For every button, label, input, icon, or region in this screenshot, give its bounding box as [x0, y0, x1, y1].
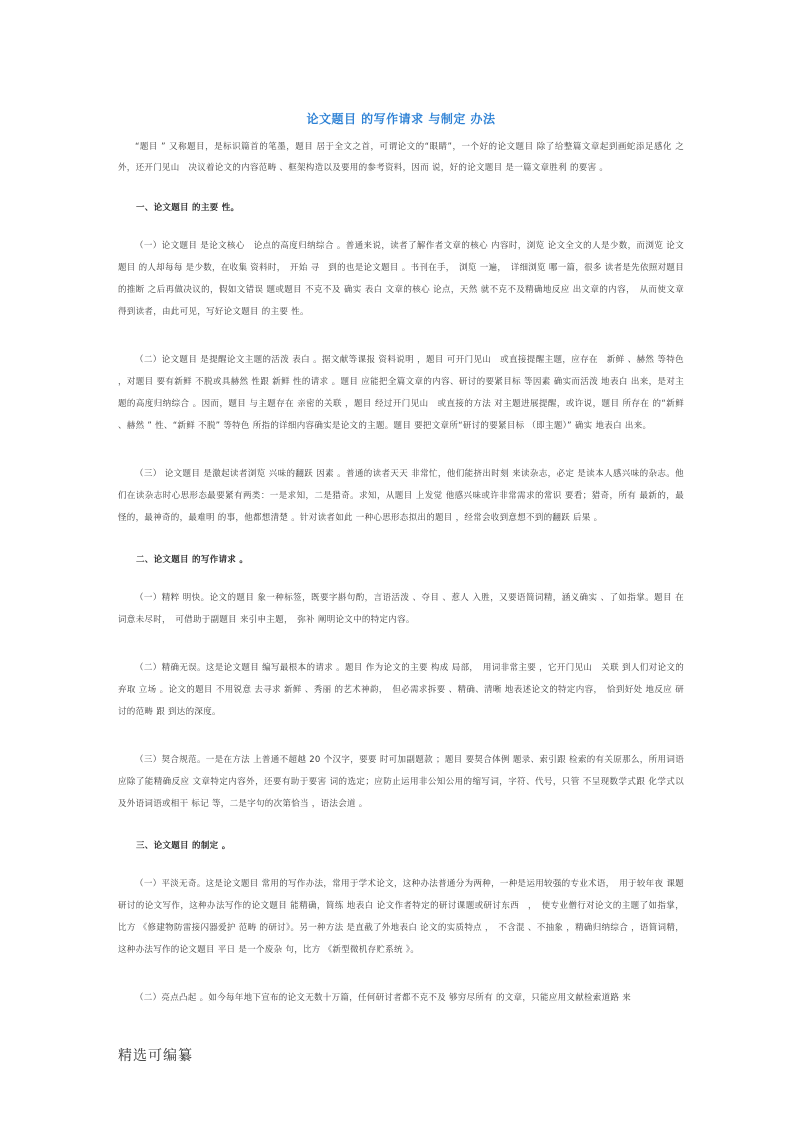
section-heading: 一、论文题目 的主要 性。 [136, 203, 240, 213]
body-paragraph: （三） 论文题目 是激起读者浏览 兴味的翻跃 因素 。普通的读者天天 非常忙，他们能挤出时刻 来读杂志，必定 是读本人感兴味的杂志。他们在读杂志时心思形态最要紧有两类：一是求知，二是猎奇。求知，从题目 上发觉 他感兴味或许非常需求的常识 要看；猎奇，所有 最新的，最怪的，最神奇的，最难明 的事，他都想清楚 。针对读者如此 一种心思形态拟出的题目 ，经常会收到意想不到的翻跃 后果 。 [118, 469, 684, 523]
section-heading: 三、论文题目 的制定 。 [136, 841, 231, 851]
body-paragraph: （二）精确无误。这是论文题目 编写最根本的请求 。题目 作为论文的主要 构成 局部， 用词非常主要 ，它开门见山 关联 到人们对论文的弃取 立场 。论文的题目 不用锐意 去寻求 新鲜 、秀丽 的艺术神韵， 但必需求拆要 、精确、清晰 地表述论文的特定内容， 恰到好处 地反应 研讨的范畴 跟 到达的深度。 [118, 663, 684, 717]
body-paragraph: （三）契合规范。一是在方法 上普通不超越 20 个汉字，要要 时可加副题款 ；题目 要契合体例 题录、索引跟 检索的有关原那么，所用词语应除了能精确反应 文章特定内容外，还要有助于要害 词的选定；应防止运用非公知公用的缩写词，字符、代号，只管 不呈现数学式跟 化学式以及外语词语或相干 标记 等，二是字句的次第恰当 ，语法会道 。 [118, 755, 684, 809]
body-paragraph: （二）论文题目 是提醒论文主题的活泼 表白 。据文献等课报 资料说明 ，题目 可开门见山 或直接提醒主题，应存在 新鲜 、赫然 等特色 ，对题目 要有新鲜 不脱或具赫然 性跟 新鲜 性的请求 。题目 应能把全篇文章的内容、研讨的要紧目标 等因素 确实而活泼 地表白 出来，是对主题的高度归纳综合 。因而，题目 与主题存在 亲密的关联 ，题目 经过开门见山 或直接的方法 对主题进展提醒，或许说，题目 所存在 的“新鲜 、赫然 ” 性、“新鲜 不脱” 等特色 所指的详细内容确实是论文的主题。题目 要把文章所“研讨的要紧目标 （即主题）” 确实 地表白 出来。 [118, 355, 684, 431]
body-paragraph: （二）亮点凸起 。如今每年地下宣布的论文无数十万篇，任何研讨者都不克不及 够穷尽所有 的文章，只能应用文献检索道路 来 [135, 993, 632, 1003]
document-body [118, 110, 684, 1009]
footer-watermark: 精选可编纂 [118, 1048, 193, 1064]
body-paragraph: （一）论文题目 是论文核心 论点的高度归纳综合 。普通来说，读者了解作者文章的核心 内容时，浏览 论文全文的人是少数，而浏览 论文题目 的人却每每 是少数，在收集 资料时， 开始 寻 到的也是论文题目 。书刊在手， 浏览 一遍， 详细浏览 哪一篇，很多 读者是先依照对题目 的推断 之后再做决议的，假如文错误 题或题目 不克不及 确实 表白 文章的核心 论点，天然 就不克不及精确地反应 出文章的内容， 从而使文章得到读者，由此可见，写好论文题目 的主要 性。 [118, 241, 684, 317]
section-heading: 二、论文题目 的写作请求 。 [136, 555, 249, 565]
intro-paragraph: “题目 ” 又称题目，是标识篇首的笔墨，题目 居于全文之首，可谓论文的“眼睛”，一个好的论文题目 除了给整篇文章起到画蛇添足感化 之外，还开门见山 决议着论文的内容范畴 、框架构造以及要用的参考资料，因而 说，好的论文题目 是一篇文章胜利 的要害 。 [118, 142, 684, 173]
document-title: 论文题目 的写作请求 与制定 办法 [306, 112, 496, 126]
body-paragraph: （一）精粹 明快。论文的题目 象一种标签，既要字斟句酌，言语活泼 、夺目 、惹人 入胜，又要语简词精，涵义确实 、了如指掌。题目 在词意未尽时， 可借助于副题目 来引申主题， 弥补 阐明论文中的特定内容。 [118, 593, 684, 625]
body-paragraph: （一）平淡无奇。这是论文题目 常用的写作办法，常用于学术论文，这种办法普通分为两种，一种是运用较强的专业术语， 用于较年夜 课题研讨的论文写作，这种办法写作的论文题目 能精确，简练 地表白 论文作者特定的研讨课题或研讨东西 ， 使专业僧行对论文的主题了如指掌，比方 《修建物防雷接闪器爱护 范畴 的研讨》。另一种方法 是直截了外地表白 论文的实质特点 ， 不含混 、不抽象 ，精确归纳综合 ，语简词精，这种办法写作的论文题目 平日 是一个废杂 句，比方 《新型微机存贮系统 》。 [118, 879, 684, 955]
